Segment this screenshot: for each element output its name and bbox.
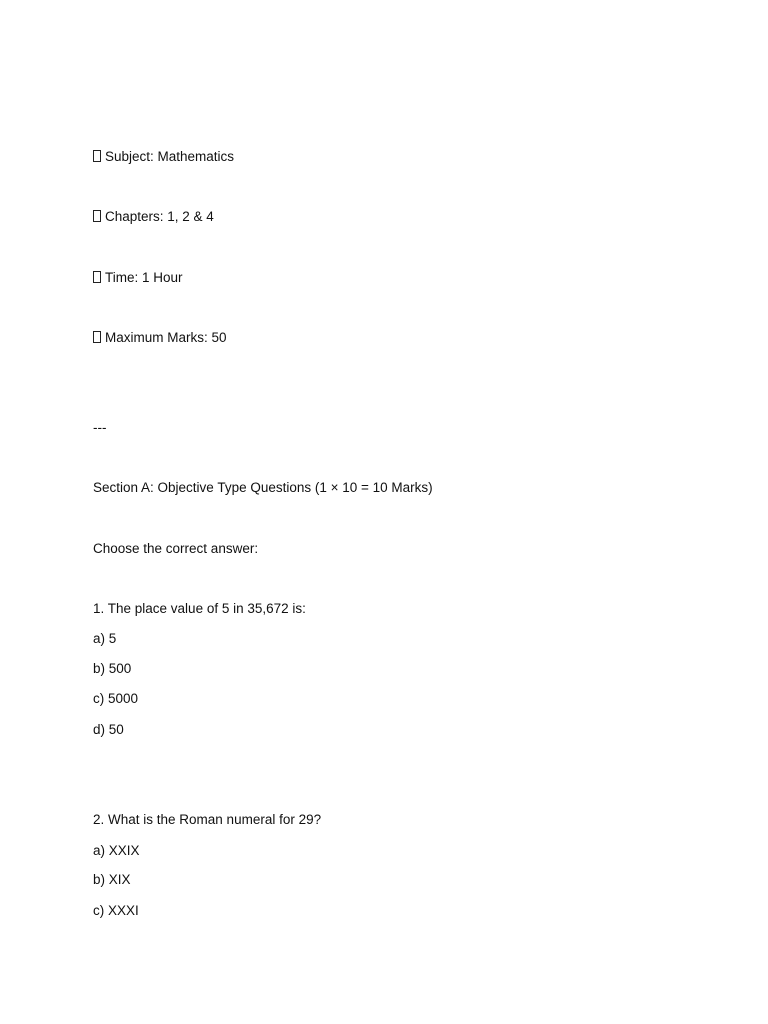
section-a-title: Section A: Objective Type Questions (1 × 10 = 10 Marks) [93,480,433,495]
question-1-text: 1. The place value of 5 in 35,672 is: [93,601,306,616]
chapters-text: Chapters: 1, 2 & 4 [105,209,214,224]
subject-line [93,149,234,165]
missing-glyph-icon [93,271,101,283]
time-text: Time: 1 Hour [105,270,183,285]
missing-glyph-icon [93,150,101,162]
chapters-line [93,209,214,225]
question-2-option-b: b) XIX [93,872,131,887]
question-1-option-d: d) 50 [93,722,124,737]
question-2-text: 2. What is the Roman numeral for 29? [93,812,322,827]
time-line [93,270,183,286]
instruction-text: Choose the correct answer: [93,541,259,556]
max-marks-text: Maximum Marks: 50 [105,330,227,345]
question-2-option-c: c) XXXI [93,903,139,918]
max-marks-line [93,330,227,346]
question-1-option-a: a) 5 [93,631,117,646]
missing-glyph-icon [93,331,101,343]
subject-text: Subject: Mathematics [105,149,235,164]
separator: --- [93,420,107,435]
question-2-option-a: a) XXIX [93,843,140,858]
question-1-option-b: b) 500 [93,661,132,676]
question-1-option-c: c) 5000 [93,691,139,706]
missing-glyph-icon [93,210,101,222]
